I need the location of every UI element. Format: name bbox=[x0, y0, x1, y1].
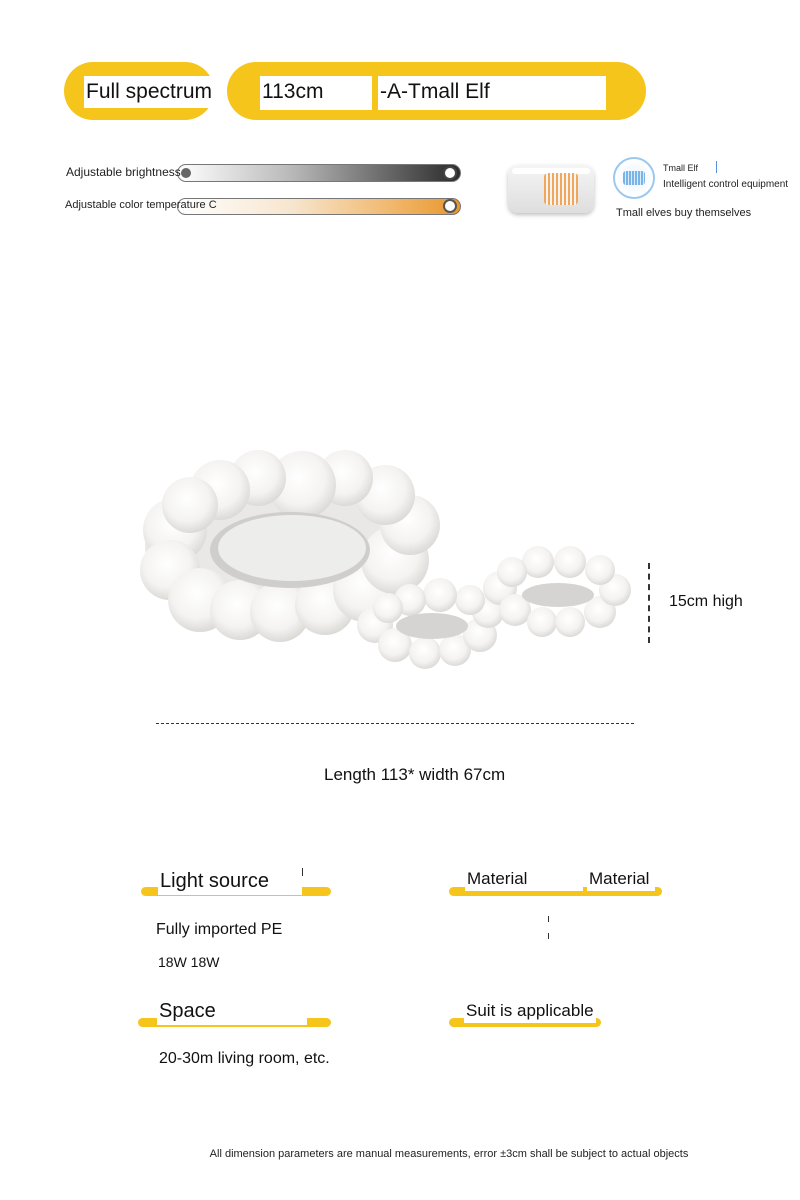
brightness-slider bbox=[177, 164, 461, 182]
elf-tick-mark bbox=[716, 161, 717, 173]
tick-mark bbox=[302, 868, 303, 876]
brightness-label: Adjustable brightness bbox=[66, 165, 181, 179]
color-temperature-slider bbox=[177, 198, 461, 215]
elf-note: Tmall elves buy themselves bbox=[616, 207, 752, 219]
material-label-2: Material bbox=[587, 867, 655, 891]
elf-display-icon bbox=[623, 171, 645, 185]
tick-mark bbox=[548, 933, 549, 939]
full-spectrum-label: Full spectrum bbox=[84, 76, 218, 108]
elf-subtitle: Intelligent control equipment bbox=[663, 179, 789, 190]
elf-title: Tmall Elf bbox=[663, 163, 699, 173]
temperature-label: Adjustable color temperature C bbox=[65, 199, 217, 211]
slider-min-dot bbox=[181, 168, 191, 178]
space-value: 20-30m living room, etc. bbox=[159, 1050, 330, 1067]
model-label: -A-Tmall Elf bbox=[378, 76, 606, 110]
applicable-label: Suit is applicable bbox=[464, 999, 596, 1023]
small-ring bbox=[483, 546, 631, 637]
speaker-grille bbox=[544, 173, 578, 205]
height-label: 15cm high bbox=[669, 593, 743, 610]
footer-note: All dimension parameters are manual measurements, error ±3cm shall be subject to actual objects bbox=[209, 1148, 689, 1160]
length-width-label: Length 113* width 67cm bbox=[324, 765, 506, 784]
brightness-knob bbox=[443, 166, 457, 180]
light-source-value-2: 18W 18W bbox=[158, 954, 220, 970]
size-label: 113cm bbox=[260, 76, 372, 110]
smart-speaker-image bbox=[508, 165, 594, 213]
length-dimension-line bbox=[156, 723, 634, 724]
temperature-knob bbox=[443, 199, 457, 213]
tmall-elf-icon bbox=[613, 157, 655, 199]
material-label: Material bbox=[465, 867, 583, 891]
light-source-value-1: Fully imported PE bbox=[156, 921, 283, 938]
light-source-label: Light source bbox=[158, 867, 302, 895]
height-dimension-line bbox=[648, 563, 650, 643]
space-label: Space bbox=[157, 997, 307, 1025]
tick-mark bbox=[548, 916, 549, 922]
cloud-ceiling-lamp-image bbox=[130, 440, 640, 680]
